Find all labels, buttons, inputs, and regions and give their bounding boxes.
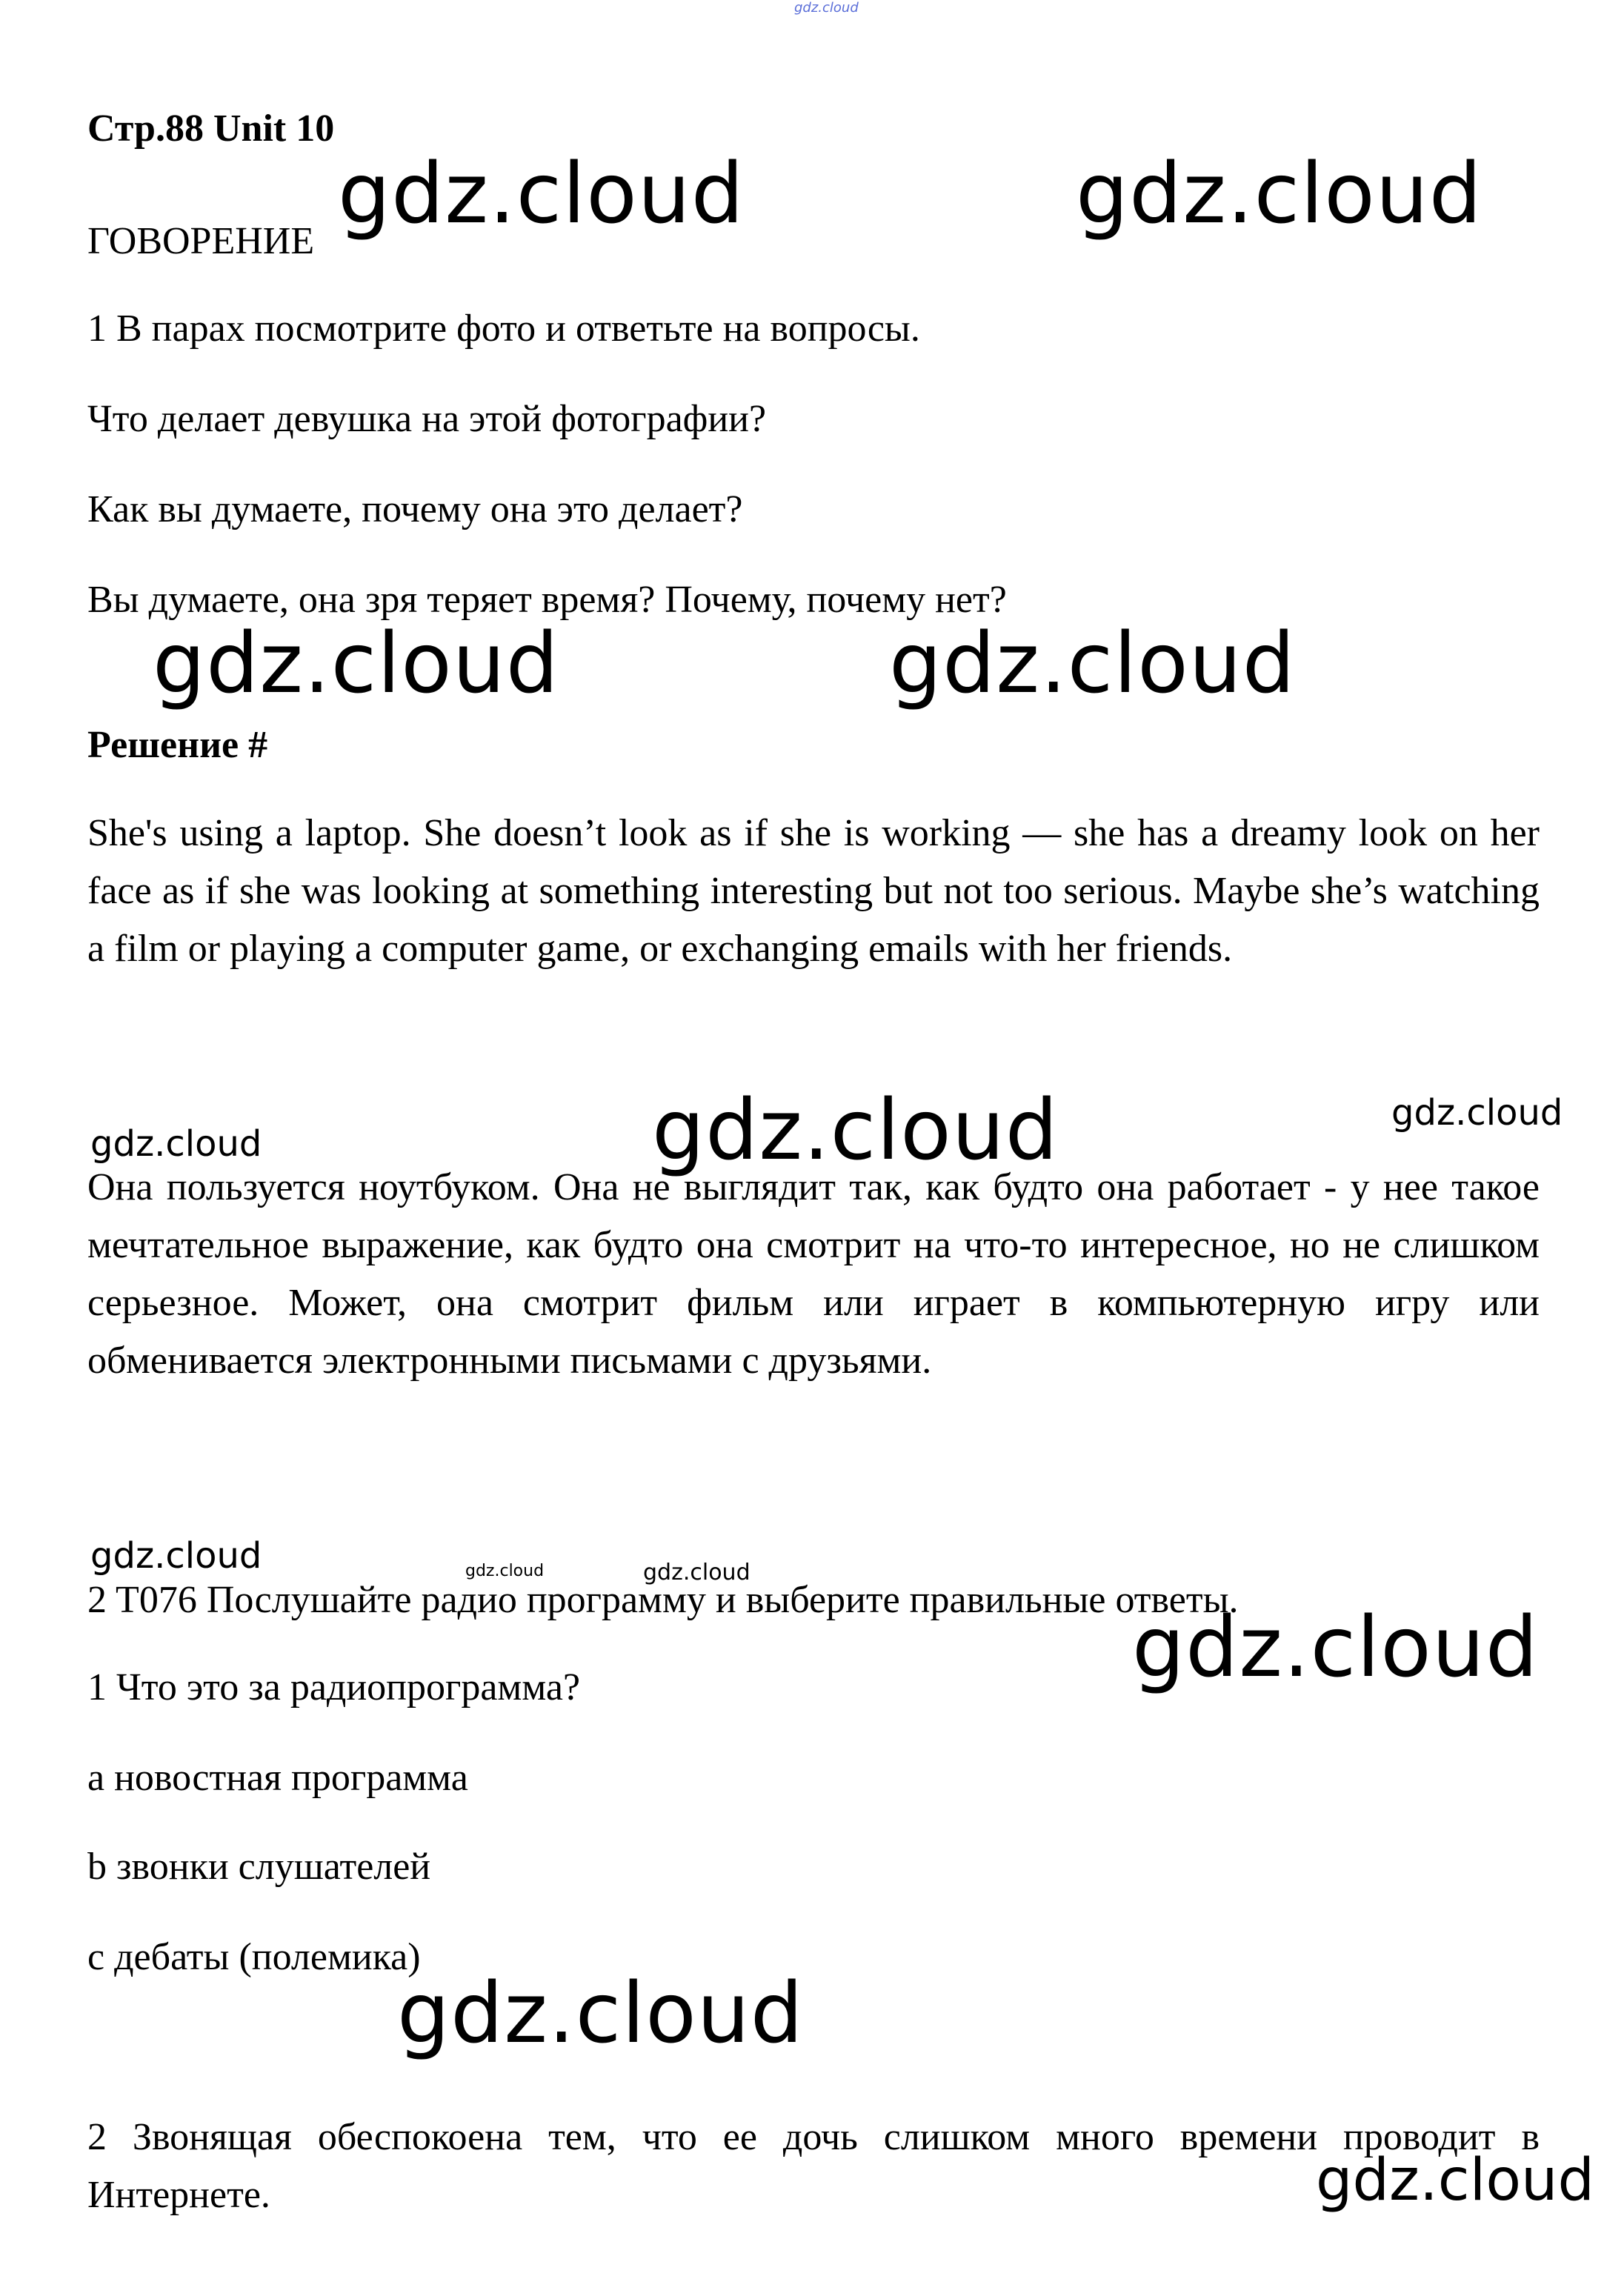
watermark: gdz.cloud <box>397 1966 804 2062</box>
watermark: gdz.cloud <box>652 1082 1059 1179</box>
solution-english: She's using a laptop. She doesn’t look as if she is working — she has a dreamy look on her face as if she was looking at something interesting but not too serious. Maybe she’s watching a film or playing a computer game, or exchanging emails with her friends. <box>87 812 1540 970</box>
task1-instruction: 1 В парах посмотрите фото и ответьте на вопросы. <box>87 307 920 350</box>
watermark: gdz.cloud <box>889 616 1296 712</box>
watermark: gdz.cloud <box>90 1535 262 1577</box>
solution-russian: Она пользуется ноутбуком. Она не выглядит так, как будто она работает - у нее такое мечтательное выражение, как будто она смотрит на что-то интересное, но не слишком серьезное. Может, она смотрит фильм или играет в компьютерную игру или обменивается электронными письмами с друзьями. <box>87 1166 1540 1382</box>
watermark: gdz.cloud <box>1316 2147 1594 2214</box>
watermark: gdz.cloud <box>338 146 745 242</box>
task1-question-3: Вы думаете, она зря теряет время? Почему, почему нет? <box>87 579 1007 621</box>
task2-option-a: a новостная программа <box>87 1757 468 1799</box>
watermark: gdz.cloud <box>153 616 559 712</box>
task2-question-1: 1 Что это за радиопрограмма? <box>87 1666 581 1709</box>
watermark: gdz.cloud <box>1391 1092 1563 1134</box>
task2-option-b: b звонки слушателей <box>87 1846 431 1888</box>
solution-label: Решение # <box>87 724 268 766</box>
task1-question-2: Как вы думаете, почему она это делает? <box>87 488 743 530</box>
watermark: gdz.cloud <box>1132 1600 1539 1696</box>
watermark: gdz.cloud <box>90 1123 262 1165</box>
page-title: Стр.88 Unit 10 <box>87 107 335 150</box>
task2-instruction: 2 T076 Послушайте радио программу и выберите правильные ответы. <box>87 1579 1239 1621</box>
watermark: gdz.cloud <box>643 1560 751 1586</box>
watermark: gdz.cloud <box>465 1562 545 1580</box>
watermark: gdz.cloud <box>1076 146 1482 242</box>
task1-question-1: Что делает девушка на этой фотографии? <box>87 398 767 440</box>
section-heading: ГОВОРЕНИЕ <box>87 220 315 262</box>
task2-option-c: c дебаты (полемика) <box>87 1936 421 1978</box>
watermark: gdz.cloud <box>794 0 859 16</box>
task2-question-2: 2 Звонящая обеспокоена тем, что ее дочь слишком много времени проводит в Интернете. <box>87 2116 1540 2216</box>
